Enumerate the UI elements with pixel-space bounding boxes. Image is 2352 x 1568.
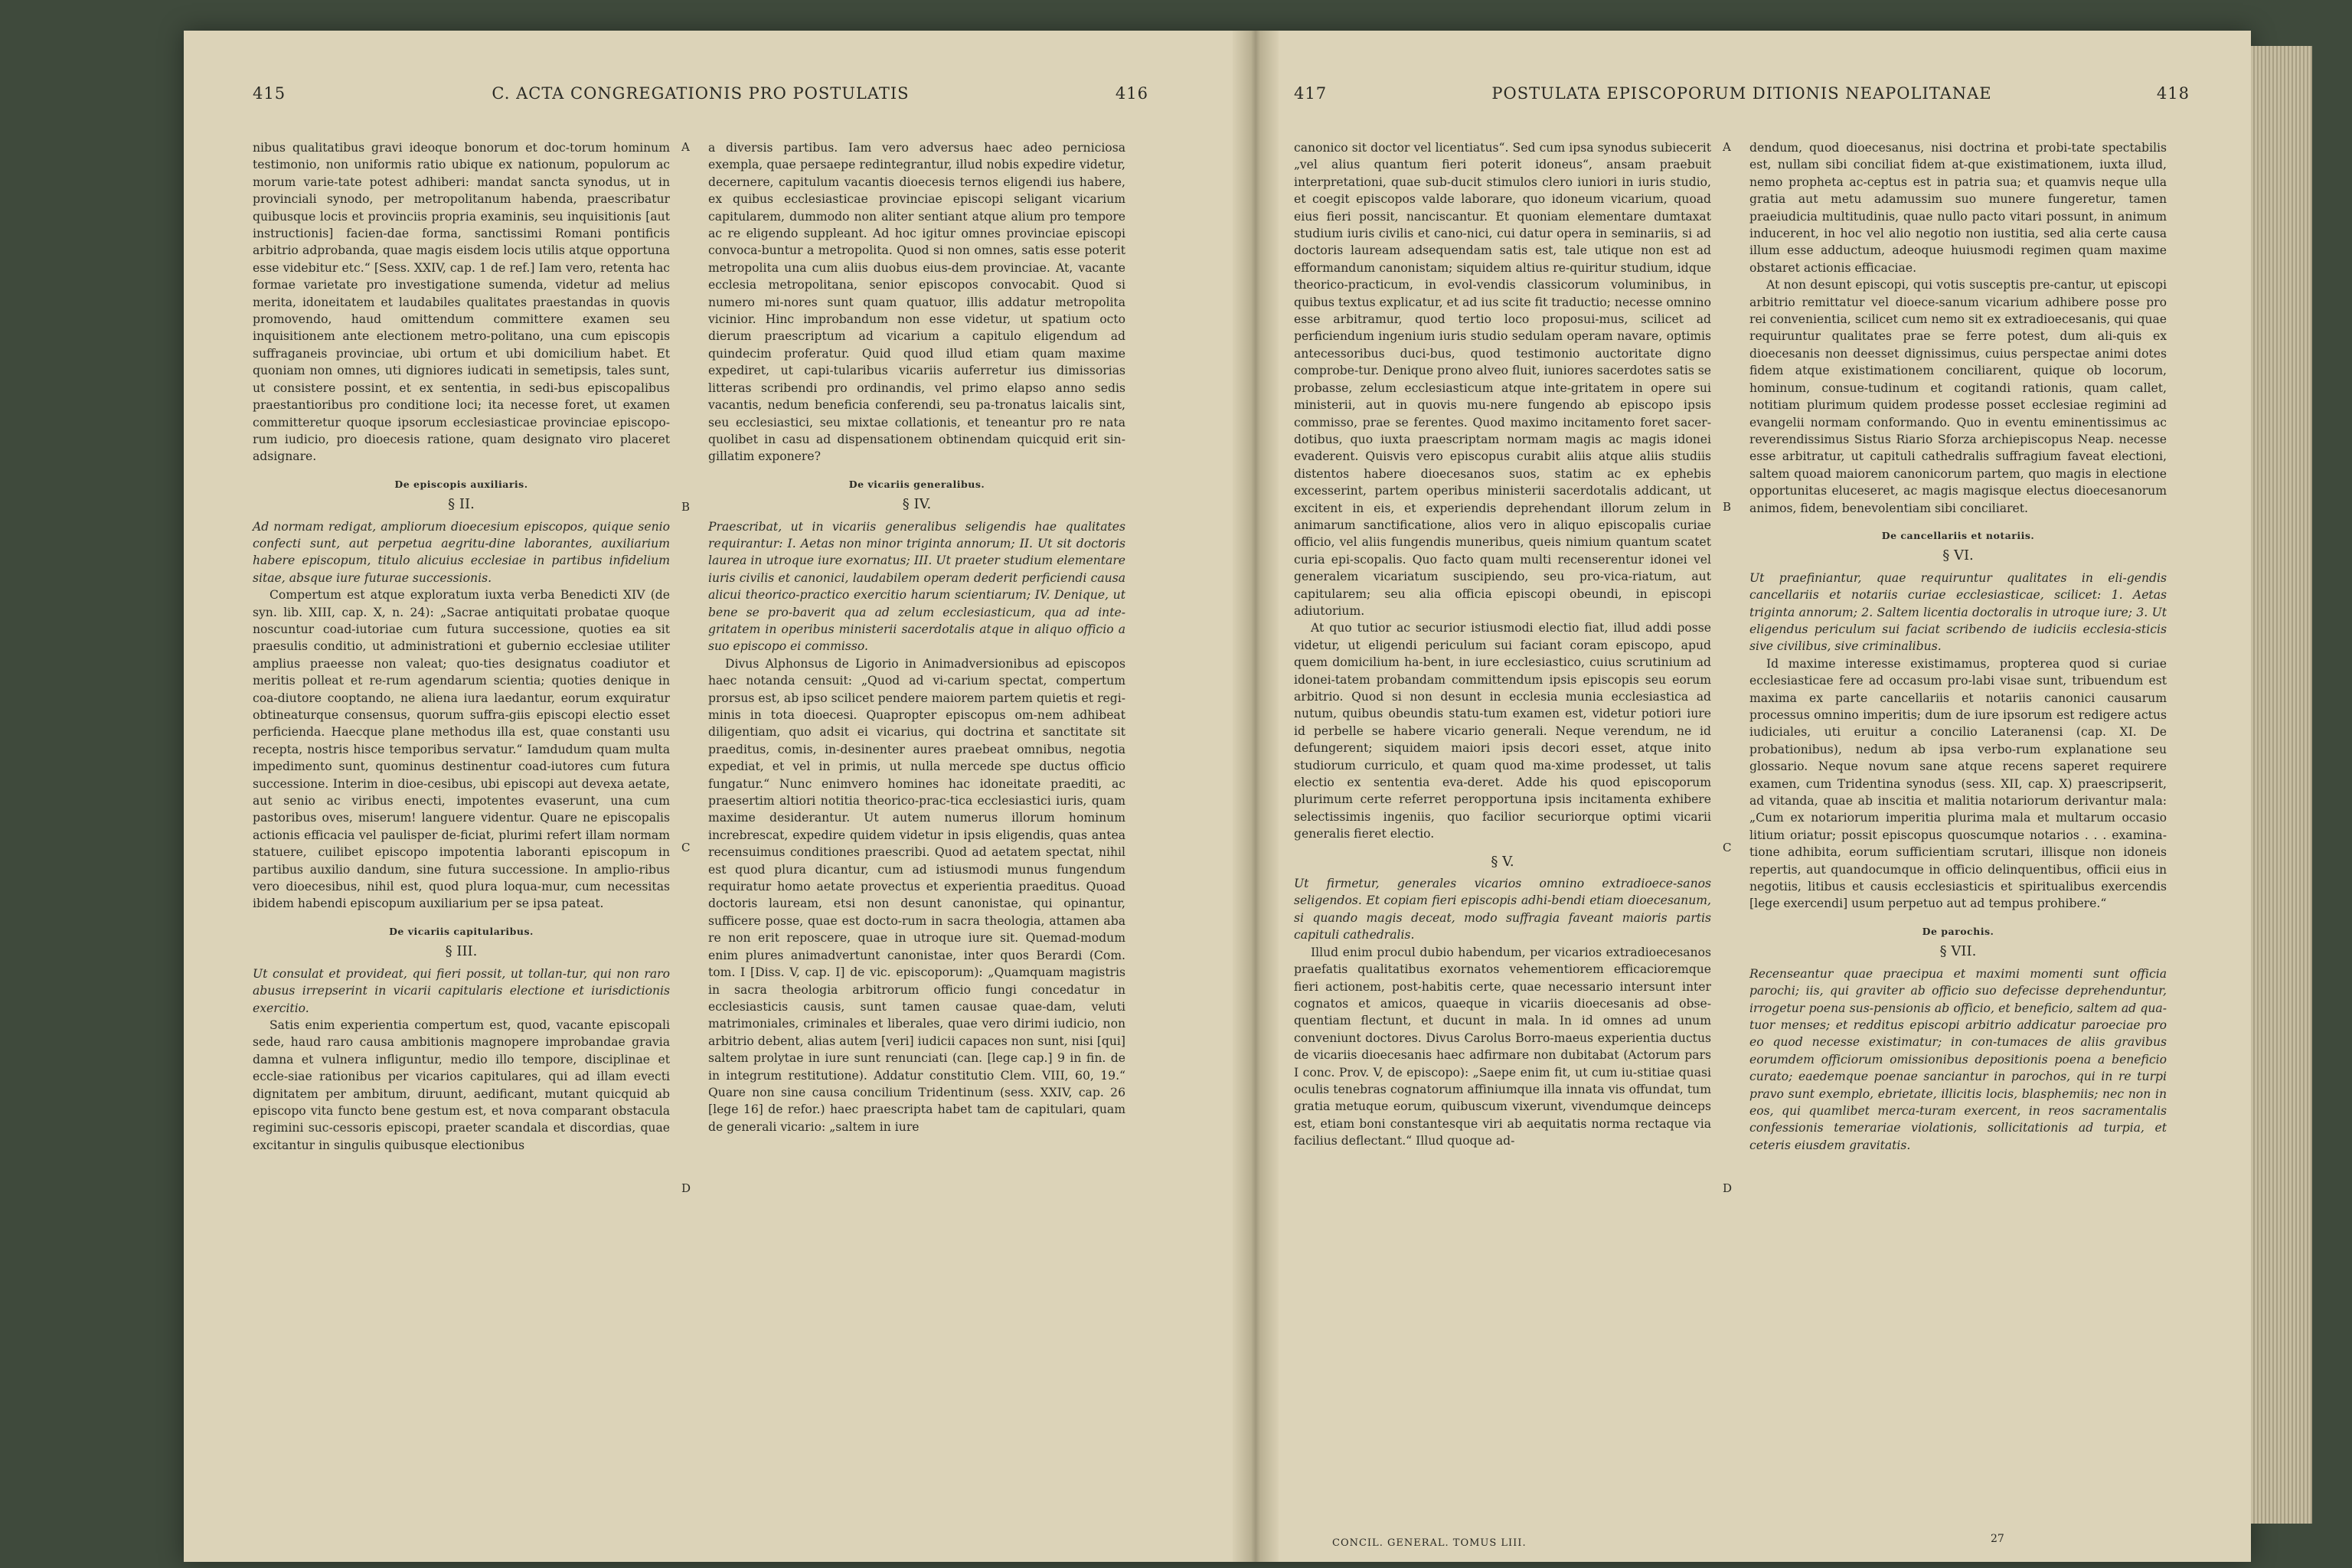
- margin-letter-a: A: [681, 140, 690, 154]
- right-page-number-417: 417: [1294, 84, 1328, 103]
- paragraph: canonico sit doctor vel licentiatus“. Sed cum ipsa synodus subiecerit „vel alius quantum fieri poterit idoneus“, ansam praebuit interpretationi, quae sub-ducit stimulos clero iuniori in iuris studio, et coegit episcopos valde laborare, quo idoneum vicarium, quoad eius fieri possit, nanciscantur. Et quoniam elementare dumtaxat studium iuris civilis et cano-nici, cui datur opera in seminariis, si ad doctoris lauream adsequendam satis est, tale utique non est ad efformandum canonistam; siquidem altius re-quiritur studium, idque theorico-practicum, in evol-vendis classicorum voluminibus, in quibus textus explicatur, et ad ius scite fit traductio; necesse omnino esse arbitramur, quod tertio loco proposui-mus, scilicet ad perficiendum ingenium iuris studio sedulam operam navare, optimis antecessoribus duci-bus, quod testimonio auctoritate digno comprobe-tur. Denique prono alveo fluit, iuniores sacerdotes satis se probasse, zelum ecclesiasticum atque inte-gritatem in opere sui ministerii, aut in quovis mu-nere fungendo ab episcopo ipsis commisso, prae se ferentes. Quod maximo incitamento foret sacer-dotibus, quo iuxta praescriptam normam magis ac magis idonei evaderent. Quisvis vero episcopus curabit aliis atque aliis studiis distentos habere dioecesanos suos, statim ac ex ephebis excesserint, partem operibus ministerii sacerdotalis addicant, ut excitent in eis, et experiendis deprehendant illorum zelum in animarum sanctificatione, alios vero in aliquo episcopalis curiae officio, vel aliis fungendis muneribus, queis nimium quantum scatet curia epi-scopalis. Quo facto quam multi recenserentur idonei vel generalem vicariatum suscipiendo, seu pro-vica-riatum, aut capitularem; seu alia officia episcopi obeundi, in episcopi adiutorium.: [1294, 141, 1712, 618]
- margin-letter-c: C: [1723, 841, 1732, 854]
- section-number: § VII.: [1939, 943, 1977, 960]
- paragraph: At quo tutior ac securior istiusmodi electio fiat, illud addi posse videtur, ut eligendi periculum sui faciant coram episcopo, apud quem domicilium ha-bent, in iure ecclesiastico, cuius scrutinium ad idonei-tatem probandam committendum ipsis episcopis seu eorum arbitrio. Quod si non desunt in ecclesia munia ecclesiastica ad nutum, quibus obeundis statu-tum examen est, videtur potiori iure id perbelle se habere vicario generali. Neque verendum, ne id defungerent; siquidem maiori ipsis decori esset, atque inito studiorum curriculo, et quam quod ma-xime prodesset, ut talis electio ex sententia eva-deret. Adde his quod episcoporum plurimum certe referret peropportuna ipsis incitamenta exhibere selectissimis ingeniis, quo facilior securiorque optimi vicarii generalis fieret electio.: [1294, 621, 1711, 841]
- paragraph: Satis enim experientia compertum est, quod, vacante episcopali sede, haud raro causa ambitionis magnopere improbandae gravia damna et vulnera infliguntur, medio illo tempore, disciplinae et eccle-siae rationibus per vicarios capitulares, qui ad illam evecti dignitatem per ambitum, diruunt, aedificant, mutant quicquid ab episcopo vita functo bene gestum est, et nova comparant obstacula regimini suc-cessoris episcopi, praeter scandala et discordias, quae excitantur in singulis quibusque electionibus: [253, 1018, 670, 1152]
- right-page-column-2: [1749, 139, 2167, 1154]
- paragraph: Divus Alphonsus de Ligorio in Animadversionibus ad episcopos haec notanda censuit: „Quod ad vi-carium spectat, compertum prorsus est, ab ipso scilicet pendere maiorem partem quietis et regi-minis in tota dioecesi. Quapropter episcopus om-nem adhibeat diligentiam, quo adsit ei vicarius, qui doctrina et sanctitate sit praeditus, comis, in-desinenter aures praebeat omnibus, negotia expediat, et vel in primis, ut nulla mercede spe ductus officio fungatur.“ Nunc enimvero homines hac idoneitate praediti, ac praesertim altiori notitia theorico-prac-tica ecclesiastici iuris, quam maxime desiderantur. Ut autem numerus illorum hominum increbrescat, expedire quidem videtur in ipsis eligendis, quas antea recensuimus conditiones praescribi. Quod ad aetatem spectat, nihil est quod plura dicantur, cum ad istiusmodi munus fungendum requiratur homo aetate provectus et experientia praeditus. Quoad doctoris lauream, etsi non desunt canonistae, qui opinantur, sufficere posse, quae est docto-rum in sacra theologia, attamen aba re non erit reposcere, quae in utroque iure sit. Quemad-modum enim plures animadvertunt canonistae, inter quos Berardi (Com. tom. I [Diss. V, cap. I] de vic. episcoporum): „Quamquam magistris in sacra theologia arbitrorum officio fungi concedatur in ecclesiasticis causis, sunt tamen causae quae-dam, veluti matrimoniales, criminales et liberales, quae vero dirimi iudicio, non arbitrio debent, alias autem [veri] iudicii capaces non sunt, nisi [qui] saltem prolytae in iure sunt renunciati (can. [lege cap.] 9 in fin. de in integrum restitutione). Addatur constitutio Clem. VIII, 60, 19.“ Quare non sine causa concilium Tridentinum (sess. XXIV, cap. 26 [lege 16] de refor.) haec praescripta habet tam de capitulari, quam de generali vicario: „saltem in iure: [708, 656, 1125, 1134]
- section-number: § VI.: [1942, 547, 1974, 564]
- paragraph: At non desunt episcopi, qui votis susceptis pre-cantur, ut episcopi arbitrio remittatur vel dioece-sanum vicarium adhibere posse pro rei convenientia, scilicet cum nemo sit ex extradioecesanis, qui quae requiruntur qualitates prae se ferre potest, dum ali-quis ex dioecesanis non deesset dignissimus, cuius perspectae animi dotes fidem atque existimationem conciliarent, quique ob locorum, hominum, consue-tudinum et cogitandi rationis, quam callet, notitiam plurimum quidem prodesse posset ecclesiae regimini ad evangelii normam conformando. Quo in eventu eminentissimus ac reverendissimus Sistus Riario Sforza archiepiscopus Neap. necesse esse arbitratur, ut capituli cathedralis suffragium faveat electioni, saltem quoad maiorem canonicorum partem, quo magis in electione opportunitas eluceseret, ac magis magisque electus dioecesanorum animos, fidem, benevolentiam sibi conciliaret.: [1749, 278, 2167, 515]
- paragraph: a diversis partibus. Iam vero adversus haec adeo perniciosa exempla, quae persaepe redintegrantur, illud nobis expedire videtur, decernere, capitulum vacantis dioecesis ternos eligendi ius habere, ex quibus ecclesiasticae provinciae episcopi seligant vicarium capitularem, dummodo non aliter sentiant atque alium pro tempore ac re eligendo suppleant. Ad hoc igitur omnes provinciae episcopi convoca-buntur a metropolita. Quod si non omnes, satis esse poterit metropolita una cum aliis duobus eius-dem provinciae. At, vacante ecclesia metropolitana, senior episcopos convocabit. Quod si numero mi-nores sunt quam quatuor, illis addatur metropolita vicinior. Hinc improbandum non esse videtur, ut spatium octo dierum praescriptum ad vicarium a capitulo eligendum ad quindecim proferatur. Quid quod illud etiam quam maxime expediret, ut capi-tularibus vicariis auferretur ius dimissorias litteras scribendi pro ordinandis, vel primo elapso anno sedis vacantis, nedum beneficia conferendi, seu pa-tronatus laicalis sint, seu ecclesiastici, seu mixtae collationis, et teneantur pro re nata quolibet in casu ad dispensationem obtinendam quicquid erit sin-gillatim exponere?: [708, 141, 1125, 464]
- postulatum-text: Ut praefiniantur, quae requiruntur qualitates in eli-gendis cancellariis et notariis curiae ecclesiasticae, scilicet: 1. Aetas triginta annorum; 2. Saltem licentia doctoralis in utroque iure; 3. Ut eligendus periculum sui faciat scribendo de iudiciis ecclesia-sticis sive civilibus, sive criminalibus.: [1749, 570, 2167, 654]
- section-number: § II.: [448, 496, 475, 513]
- postulatum-text: Praescribat, ut in vicariis generalibus seligendis hae qualitates requirantur: I. Aetas non minor triginta annorum; II. Ut sit doctoris laurea in utroque iure exornatus; III. Ut praeter studium elementare iuris civilis et canonici, laudabilem operam dederit perficiendi causa alicui theorico-practico exercitio harum scientiarum; IV. Denique, ut bene se pro-baverit qua ad zelum ecclesiasticum, qua ad inte-gritatem in operibus ministerii sacerdotalis atque in aliquo officio a suo episcopo ei commisso.: [708, 519, 1125, 654]
- left-page: [253, 31, 1148, 1562]
- paragraph: Id maxime interesse existimamus, propterea quod si curiae ecclesiasticae fere ad occasum pro-labi visae sunt, tribuendum est maxima ex parte cancellariis et notariis canonici causarum processus omnino imperitis; dum de iure ipsorum est redigere actus iudiciales, uti eruitur a concilio Lateranensi (cap. XI. De probationibus), nedum ab ipsa verbo-rum explanatione seu glossario. Neque novum sane atque recens saperet requirere examen, cum Tridentina synodus (sess. XII, cap. X) praescripserit, ad vitanda, quae ab inscitia et malitia notariorum derivantur mala: „Cum ex notariorum imperitia plurima mala et multarum occasio litium oriatur; possit episcopus quoscumque notarios . . . examina-tione adhibita, eorum sufficientiam scrutari, illisque non idoneis repertis, aut quandocumque in officio delinquentibus, officii eius in negotiis, litibus et causis ecclesiasticis et spiritualibus exercendis [lege exercendi] usum perpetuo aut ad tempus prohibere.“: [1749, 656, 2167, 911]
- paragraph: Illud enim procul dubio habendum, per vicarios extradioecesanos praefatis qualitatibus exornatos vehementiorem efficacioremque fieri actionem, post-habitis certe, quae necessario intersunt inter cognatos et amicos, quaeque in vicariis dioecesanis ad obse-quentiam flectunt, et ducunt in mala. In id omnes ad unum conveniunt doctores. Divus Carolus Borro-maeus experientia ductus de vicariis dioecesanis haec adfirmare non dubitabat (Actorum pars I conc. Prov. V, de episcopo): „Saepe enim fit, ut cum iu-stitiae quasi oculis tenebras cognatorum affiniumque illa innata vis offundat, tum gratia metuque eorum, quibuscum vixerunt, vivendumque deinceps est, etiam boni constantesque viri ab aequitatis norma rectaque via facilius deflectant.“ Illud quoque ad-: [1294, 945, 1711, 1148]
- section-rubric: De vicariis generalibus.: [848, 478, 985, 490]
- paragraph: dendum, quod dioecesanus, nisi doctrina et probi-tate spectabilis est, nullam sibi conciliat fidem at-que existimationem, iuxta illud, nemo propheta ac-ceptus est in patria sua; et quamvis neque ulla gratia aut metu adamussim suo munere fungeretur, tamen praeiudicia multitudinis, quae nullo pacto vitari possunt, in animum inducerent, in hoc vel alio negotio non iustitia, sed alia certe causa illum esse adductum, adeoque huiusmodi regimen quam maxime obstaret actionis efficaciae.: [1749, 141, 2167, 275]
- postulatum-text: Ut consulat et provideat, qui fieri possit, ut tollan-tur, qui non raro abusus irrepserint in vicarii capitularis electione et iurisdictionis exercitio.: [253, 966, 670, 1015]
- book-spread: [184, 31, 2251, 1562]
- left-page-number-415: 415: [253, 84, 286, 103]
- right-running-head: [1294, 84, 2190, 115]
- margin-letter-c: C: [681, 841, 691, 854]
- left-page-title: C. ACTA CONGREGATIONIS PRO POSTULATIS: [492, 84, 910, 103]
- right-page-title: POSTULATA EPISCOPORUM DITIONIS NEAPOLITANAE: [1491, 84, 1992, 103]
- margin-letter-a: A: [1723, 140, 1731, 154]
- left-page-column-1: [253, 139, 670, 1154]
- margin-letter-b: B: [1723, 500, 1732, 514]
- paragraph: nibus qualitatibus gravi ideoque bonorum et doc-torum hominum testimonio, non uniformis ratio ubique ex nationum, populorum ac morum varie-tate potest adhiberi: mandat sancta synodus, ut in provinciali synodo, per metropolitanum habenda, praescribatur quibusque locis et provinciis propria examinis, seu inquisitionis [aut instructionis] facien-dae forma, sanctissimi Romani pontificis arbitrio adprobanda, quae magis eisdem locis utilis atque opportuna esse videbitur etc.“ [Sess. XXIV, cap. 1 de ref.] Iam vero, retenta hac formae varietate pro investigatione sumenda, videtur ad melius merita, idoneitatem et laudabiles qualitates praestandas in quovis promovendo, haud omittendum committere examen seu inquisitionem ante electionem metro-politano, una cum episcopis suffraganeis provinciae, ubi ortum et ubi domicilium habet. Et quoniam non omnes, uti digniores iudicati in semetipsis, tales sunt, ut consistere possint, et ex sententia, in sedi-bus episcopalibus praestantioribus pro conditione loci; ita necesse foret, ut examen committeretur quoque ipsorum ecclesiasticae provinciae episcopo-rum iudicio, pro dioecesis ratione, quam designato viro placeret adsignare.: [253, 141, 670, 464]
- postulatum-text: Recenseantur quae praecipua et maximi momenti sunt officia parochi; iis, qui graviter ab officio suo defecisse deprehenduntur, irrogetur poena sus-pensionis ab officio, et beneficio, saltem ad qua-tuor menses; et redditus episcopi arbitrio addicatur paroeciae pro eo quod necesse existimatur; in con-tumaces de aliis gravibus eorumdem officiorum omissionibus depositionis poena a beneficio curato; eaedemque poenae sanciantur in parochos, qui in re turpi pravo sunt exemplo, ebrietate, illicitis locis, blasphemiis; nec non in eos, qui quamlibet merca-turam exercent, in reos sacramentalis confessionis temerariae violationis, sollicitationis ad turpia, et ceteris eiusdem gravitatis.: [1749, 966, 2167, 1152]
- postulatum-text: Ut firmetur, generales vicarios omnino extradioece-sanos seligendos. Et copiam fieri episcopis adhi-bendi etiam dioecesanum, si quando magis deceat, modo suffragia faveant maioris partis capituli cathedralis.: [1294, 877, 1711, 942]
- section-number: § V.: [1491, 853, 1514, 870]
- section-rubric: De episcopis auxiliaris.: [394, 478, 528, 490]
- book-gutter: [1233, 31, 1279, 1562]
- right-page: [1294, 31, 2190, 1562]
- signature-mark: 27: [1991, 1533, 2004, 1545]
- page-edges: [2251, 46, 2312, 1524]
- left-running-head: [253, 84, 1148, 115]
- margin-letter-d: D: [1723, 1181, 1733, 1195]
- section-rubric: De vicariis capitularibus.: [389, 925, 534, 937]
- left-page-column-2: [708, 139, 1125, 1135]
- section-rubric: De parochis.: [1922, 925, 1994, 937]
- section-number: § III.: [445, 943, 478, 960]
- postulatum-text: Ad normam redigat, ampliorum dioecesium episcopos, quique senio confecti sunt, aut perpetua aegritu-dine laborantes, auxiliarium habere episcopum, titulo alicuius ecclesiae in partibus infidelium sitae, absque iure futurae successionis.: [253, 519, 670, 585]
- section-number: § IV.: [902, 496, 932, 513]
- paragraph: Compertum est atque exploratum iuxta verba Benedicti XIV (de syn. lib. XIII, cap. X, n. 24): „Sacrae antiquitati probatae quoque noscuntur coad-iutoriae cum futura successione, quoties ea sit praesulis conditio, ut administrationi et gubernio ecclesiae utiliter amplius praeesse non valeat; quo-ties designatus coadiutor et meritis polleat et re-rum agendarum scientia; quoties denique in coa-diutore cooptando, ne aliena iura laedantur, eorum exquiratur obtineaturque consensus, quorum suffra-giis episcopi electio esset perficienda. Haecque plane methodus illa est, quae constanti usu recepta, nostris hisce temporibus servatur.“ Iamdudum quam multa impedimento sunt, quominus destinentur coad-iutores cum futura successione. Interim in dioe-cesibus, ubi episcopi aut devexa aetate, aut senio ac viribus enecti, impotentes evaserunt, una cum pastoribus oves, miserum! languere videntur. Quare ne episcopalis actionis efficacia vel paulisper de-ficiat, plurimi refert illam normam statuere, cuilibet episcopo impotentia laboranti episcopum in partibus auxilio dandum, sine futura successione. In amplio-ribus vero dioecesibus, nihil est, quod plura loqua-mur, cum necessitas ibidem habendi episcopum auxiliarium per se ipsa pateat.: [253, 588, 670, 911]
- right-page-column-1: [1294, 139, 1711, 1150]
- left-page-number-416: 416: [1115, 84, 1148, 103]
- page-footer: CONCIL. GENERAL. TOMUS LIII.: [1332, 1537, 1527, 1549]
- margin-letter-d: D: [681, 1181, 691, 1195]
- right-page-number-418: 418: [2156, 84, 2190, 103]
- section-rubric: De cancellariis et notariis.: [1881, 529, 2035, 541]
- margin-letter-b: B: [681, 500, 691, 514]
